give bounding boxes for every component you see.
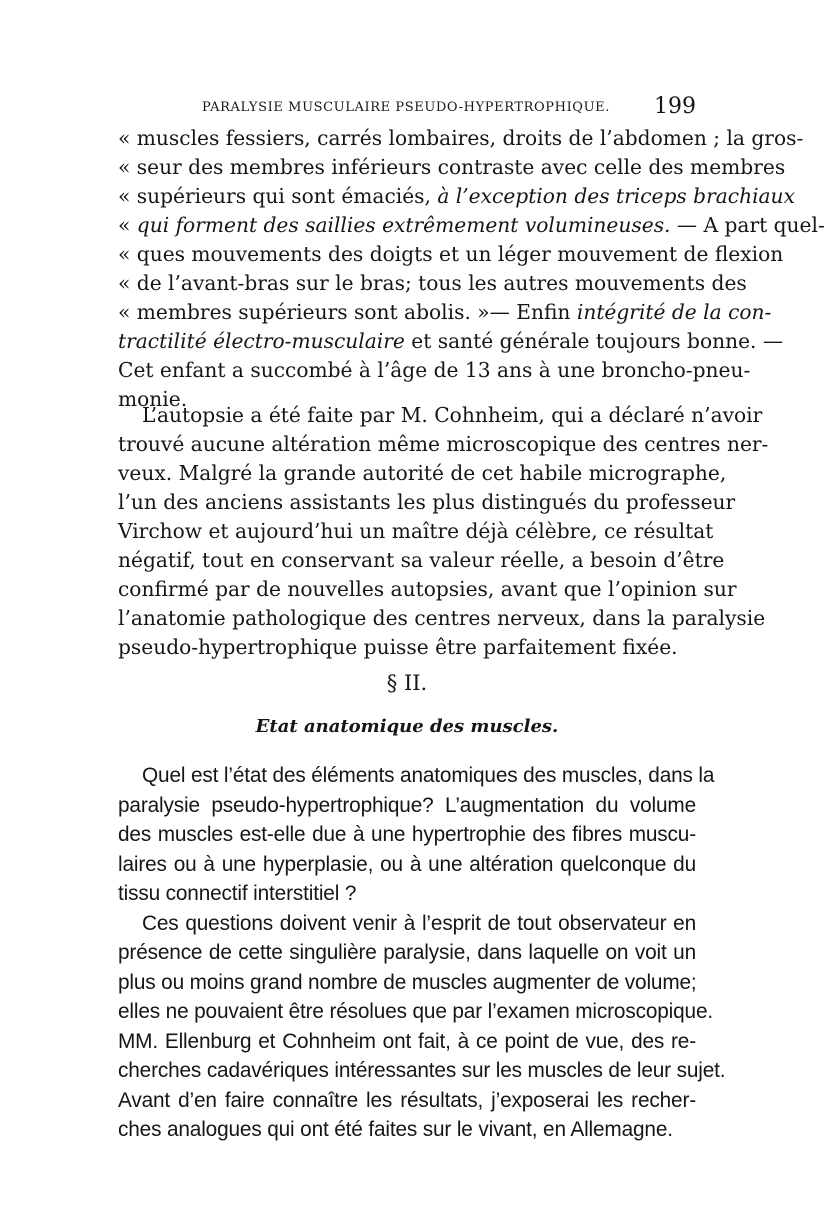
text-line: « qui forment des saillies extrêmement volumineuses. — A part quel- — [118, 213, 825, 237]
text-line: tissu connectif interstitiel ? — [118, 882, 357, 905]
section-heading — [118, 668, 696, 739]
quoted-case-paragraph — [118, 124, 825, 414]
section-number: § II. — [386, 671, 428, 695]
text-line: cherches cadavériques intéressantes sur les muscles de leur sujet. — [118, 1059, 726, 1082]
text-line: Virchow et aujourd’hui un maître déjà célèbre, ce résultat — [118, 519, 714, 543]
text-line: Ces questions doivent venir à l’esprit de tout observateur en — [142, 911, 696, 935]
text-line: monie. — [118, 387, 188, 411]
muscle-state-text — [118, 761, 726, 1145]
page-number: 199 — [654, 94, 696, 119]
text-line: Avant d’en faire connaître les résultats, j’exposerai les recher- — [118, 1088, 696, 1112]
text-line: ches analogues qui ont été faites sur le vivant, en Allemagne. — [118, 1118, 673, 1141]
text-line: MM. Ellenburg et Cohnheim ont fait, à ce point de vue, des re- — [118, 1029, 696, 1053]
text-line: elles ne pouvaient être résolues que par l’examen microscopique. — [118, 1000, 714, 1023]
text-line: l’anatomie pathologique des centres nerveux, dans la paralysie — [118, 606, 766, 630]
text-line: plus ou moins grand nombre de muscles augmenter de volume; — [118, 970, 697, 994]
page-header — [118, 94, 696, 124]
section-title: Etat anatomique des muscles. — [255, 716, 559, 737]
text-line: L’autopsie a été faite par M. Cohnheim, qui a déclaré n’avoir — [142, 403, 763, 427]
text-line: Quel est l’état des éléments anatomiques des muscles, dans la — [142, 764, 715, 787]
text-line: Cet enfant a succombé à l’âge de 13 ans à une broncho-pneu- — [118, 358, 751, 382]
text-line: présence de cette singulière paralysie, dans laquelle on voit un — [118, 941, 696, 964]
text-line: « membres supérieurs sont abolis. »— Enfin intégrité de la con- — [118, 300, 772, 324]
text-line: négatif, tout en conservant sa valeur réelle, a besoin d’être — [118, 548, 725, 572]
text-line: laires ou à une hyperplasie, ou à une altération quelconque du — [118, 852, 696, 876]
text-line: « muscles fessiers, carrés lombaires, droits de l’abdomen ; la gros- — [118, 126, 804, 150]
text-line: des muscles est-elle due à une hypertrophie des fibres muscu- — [118, 823, 696, 846]
autopsy-paragraph — [118, 401, 769, 662]
text-line: confirmé par de nouvelles autopsies, avant que l’opinion sur — [118, 577, 737, 601]
text-line: paralysie pseudo-hypertrophique? L’augmentation du volume — [118, 793, 696, 817]
running-head: PARALYSIE MUSCULAIRE PSEUDO-HYPERTROPHIQUE. — [202, 100, 610, 115]
text-line: pseudo-hypertrophique puisse être parfaitement fixée. — [118, 635, 678, 659]
text-line: veux. Malgré la grande autorité de cet habile micrographe, — [118, 461, 727, 485]
text-line: trouvé aucune altération même microscopique des centres ner- — [118, 432, 769, 456]
text-line: « ques mouvements des doigts et un léger mouvement de flexion — [118, 242, 784, 266]
text-line: « seur des membres inférieurs contraste avec celle des membres — [118, 155, 786, 179]
text-line: « supérieurs qui sont émaciés, à l’exception des triceps brachiaux — [118, 184, 795, 208]
text-line: « de l’avant-bras sur le bras; tous les autres mouvements des — [118, 271, 747, 295]
text-line: tractilité électro-musculaire et santé générale toujours bonne. — — [118, 329, 784, 353]
text-line: l’un des anciens assistants les plus distingués du professeur — [118, 490, 736, 514]
